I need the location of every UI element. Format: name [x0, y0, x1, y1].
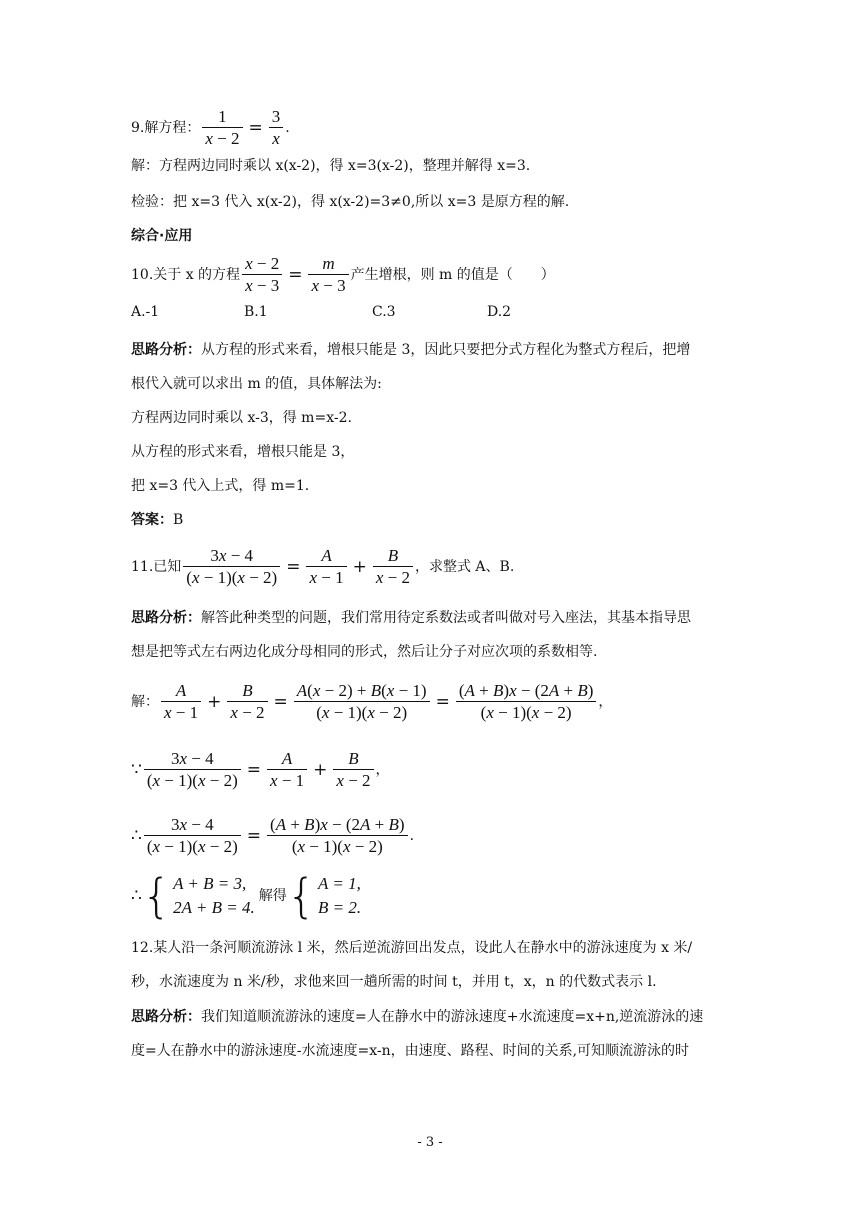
q10-suffix: 产生增根，则 m 的值是（ ） — [350, 266, 555, 283]
section-title: 综合·应用 — [131, 228, 193, 244]
q9-check: 检验：把 x=3 代入 x(x-2)，得 x(x-2)=3≠0,所以 x=3 是原方程的解. — [131, 194, 570, 210]
q11-suffix: ，求整式 A、B. — [414, 558, 515, 575]
q11-solve-word: 解得 — [258, 888, 287, 904]
q11-solution-system: ∴ { A + B = 3, 2A + B = 4. 解得 { A = 1, B = 2. — [131, 869, 362, 923]
q9-fraction-right: $\frac{3}{x}$ — [269, 106, 284, 149]
q10-step3: 把 x=3 代入上式，得 m=1. — [131, 478, 310, 494]
q11-question: 11.已知 $\frac{3x - 4}{(x - 1)(x - 2)}$ = $\frac{A}{x - 1}$ + $\frac{B}{x - 2}$ ，求整式 A、B. — [131, 546, 515, 587]
q11-solution-step3: ∴ $\frac{3x - 4}{(x - 1)(x - 2)}$ = $\frac{(A + B)x - (2A + B)}{(x - 1)(x - 2)}$ . — [131, 815, 415, 856]
q10-question: 10.关于 x 的方程 $\frac{x - 2}{x - 3}$ = $\frac{m}{x - 3}$ 产生增根，则 m 的值是（ ） — [131, 254, 555, 295]
q12-analysis-line2: 度=人在静水中的游泳速度-水流速度=x-n，由速度、路程、时间的关系,可知顺流游泳的时 — [131, 1043, 690, 1059]
q9-solution: 解：方程两边同时乘以 x(x-2)，得 x=3(x-2)，整理并解得 x=3. — [131, 158, 531, 174]
q10-analysis-label: 思路分析： — [131, 342, 201, 358]
q10-choice-c: C.3 — [372, 304, 396, 320]
q10-answer: 答案：B — [131, 512, 184, 528]
q10-prefix: 10.关于 x 的方程 — [131, 266, 241, 283]
q9-prefix: 9.解方程： — [131, 119, 201, 136]
q11-solution-step1: 解： $\frac{A}{x - 1}$ + $\frac{B}{x - 2}$ = $\frac{A(x - 2) + B(x - 1)}{(x - 1)(x - 2)}$ = $\frac{(A + B)x - (2A + B)}{(x - 1)(x - 2)}$ ， — [131, 681, 613, 722]
q11-analysis-line1: 思路分析：解答此种类型的问题，我们常用待定系数法或者叫做对号入座法，其基本指导思 — [131, 610, 691, 626]
q11-solution-step2: ∵ $\frac{3x - 4}{(x - 1)(x - 2)}$ = $\frac{A}{x - 1}$ + $\frac{B}{x - 2}$ ， — [131, 749, 390, 790]
q11-analysis-label: 思路分析： — [131, 610, 201, 626]
q11-system-right: A = 1, B = 2. — [318, 874, 362, 917]
page-number: - 3 - — [417, 1135, 443, 1150]
q10-fraction-left: $\frac{x - 2}{x - 3}$ — [242, 253, 282, 296]
q12-analysis-line1: 思路分析：我们知道顺流游泳的速度=人在静水中的游泳速度+水流速度=x+n,逆流游泳的速 — [131, 1009, 704, 1025]
q9-fraction-left: $\frac{1}{x - 2}$ — [202, 106, 242, 149]
q10-analysis-line2: 根代入就可以求出 m 的值，具体解法为: — [131, 376, 382, 392]
q10-fraction-right: $\frac{m}{x - 3}$ — [308, 253, 348, 296]
q11-fraction-lhs: $\frac{3x - 4}{(x - 1)(x - 2)}$ — [183, 545, 280, 588]
q10-step1: 方程两边同时乘以 x-3，得 m=x-2. — [131, 410, 352, 426]
q11-system-left: A + B = 3, 2A + B = 4. — [173, 874, 255, 917]
q9-equation: 9.解方程： $\frac{1}{x - 2}$ = $\frac{3}{x}$ . — [131, 107, 290, 148]
q10-step2: 从方程的形式来看，增根只能是 3， — [131, 444, 355, 460]
q12-line2: 秒，水流速度为 n 米/秒，求他来回一趟所需的时间 t，并用 t，x，n 的代数式表示 l. — [131, 974, 657, 990]
q11-prefix: 11.已知 — [131, 558, 182, 575]
q10-choice-d: D.2 — [487, 304, 512, 320]
q10-choice-a: A.-1 — [131, 304, 160, 320]
q12-line1: 12.某人沿一条河顺流游泳 l 米，然后逆流游回出发点，设此人在静水中的游泳速度为 x 米/ — [131, 940, 693, 956]
q10-choice-b: B.1 — [244, 304, 268, 320]
q12-analysis-label: 思路分析： — [131, 1009, 201, 1025]
q10-answer-label: 答案： — [131, 512, 173, 528]
q11-analysis-line2: 想是把等式左右两边化成分母相同的形式，然后让分子对应次项的系数相等. — [131, 644, 598, 660]
q10-analysis-line1: 思路分析：从方程的形式来看，增根只能是 3，因此只要把分式方程化为整式方程后，把增 — [131, 342, 691, 358]
